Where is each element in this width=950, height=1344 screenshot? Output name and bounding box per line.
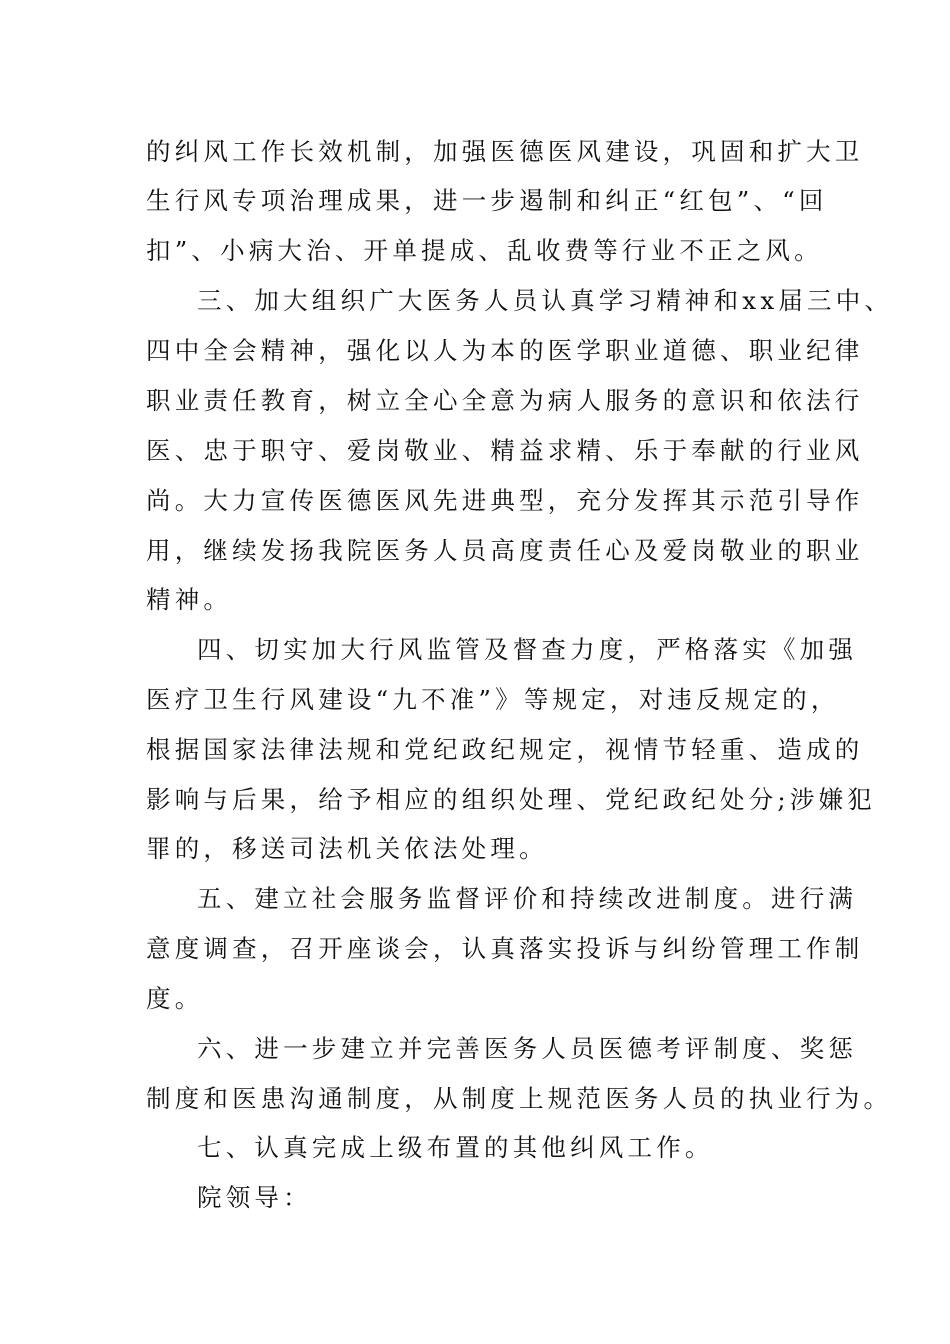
paragraph-start-line: 七、认真完成上级布置的其他纠风工作。 xyxy=(197,1133,714,1162)
text-line: 医、忠于职守、爱岗敬业、精益求精、乐于奉献的行业风 xyxy=(146,436,864,465)
text-line: 职业责任教育，树立全心全意为病人服务的意识和依法行 xyxy=(146,386,864,415)
paragraph-start-line: 六、进一步建立并完善医务人员医德考评制度、奖惩 xyxy=(197,1034,858,1063)
text-line: 影响与后果，给予相应的组织处理、党纪政纪处分;涉嫌犯 xyxy=(146,785,876,814)
text-line: 生行风专项治理成果，进一步遏制和纠正“红包”、“回 xyxy=(146,186,828,215)
text-line: 的纠风工作长效机制，加强医德医风建设，巩固和扩大卫 xyxy=(146,137,864,166)
text-line: 扣”、小病大治、开单提成、乱收费等行业不正之风。 xyxy=(146,236,823,265)
paragraph-start-line: 四、切实加大行风监管及督查力度，严格落实《加强 xyxy=(197,635,858,664)
text-line: 制度和医患沟通制度，从制度上规范医务人员的执业行为。 xyxy=(146,1084,893,1113)
text-line: 罪的，移送司法机关依法处理。 xyxy=(146,834,548,863)
text-line: 度。 xyxy=(146,984,204,1013)
text-line: 医疗卫生行风建设“九不准”》等规定，对违反规定的， xyxy=(146,685,840,714)
paragraph-start-line: 五、建立社会服务监督评价和持续改进制度。进行满 xyxy=(197,884,858,913)
text-line: 精神。 xyxy=(146,585,233,614)
text-line: 根据国家法律法规和党纪政纪规定，视情节轻重、造成的 xyxy=(146,735,864,764)
text-line: 四中全会精神，强化以人为本的医学职业道德、职业纪律 xyxy=(146,336,864,365)
text-line: 意度调查，召开座谈会，认真落实投诉与纠纷管理工作制 xyxy=(146,934,864,963)
paragraph-start-line: 三、加大组织广大医务人员认真学习精神和xx届三中、 xyxy=(197,286,894,315)
text-line: 尚。大力宣传医德医风先进典型，充分发挥其示范引导作 xyxy=(146,486,864,515)
text-line: 用，继续发扬我院医务人员高度责任心及爱岗敬业的职业 xyxy=(146,536,864,565)
signature-label: 院领导： xyxy=(197,1183,312,1212)
